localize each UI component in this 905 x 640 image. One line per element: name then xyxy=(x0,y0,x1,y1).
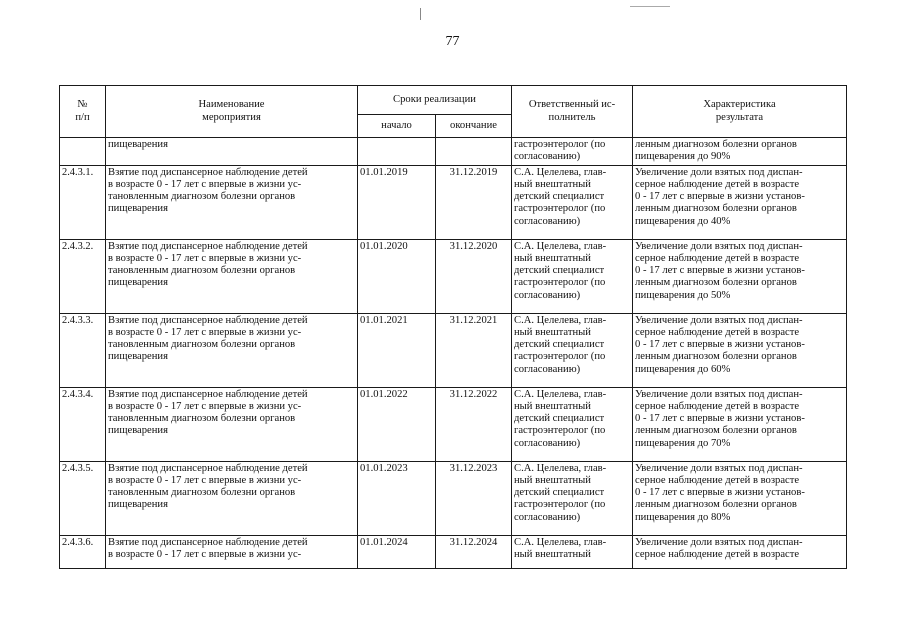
cell-name: Взятие под диспансерное наблюдение детей в возрасте 0 - 17 лет с впервые в жизни ус- тановленным диагнозом болезни органов пищеварения xyxy=(106,461,358,535)
cell-end: 31.12.2022 xyxy=(436,387,512,461)
cell-responsible: С.А. Целелева, глав- ный внештатный детский специалист гастроэнтеролог (по согласованию) xyxy=(512,461,633,535)
cell-responsible: С.А. Целелева, глав- ный внештатный детский специалист гастроэнтеролог (по согласованию) xyxy=(512,313,633,387)
table-row xyxy=(60,535,847,568)
cell-number xyxy=(60,138,106,166)
cell-start xyxy=(358,138,436,166)
cell-result: Увеличение доли взятых под диспан- серное наблюдение детей в возрасте 0 - 17 лет с впервые в жизни установ- ленным диагнозом болезни органов пищеварения до 70% xyxy=(633,387,847,461)
cell-number: 2.4.3.1. xyxy=(60,165,106,239)
cell-result: Увеличение доли взятых под диспан- серное наблюдение детей в возрасте 0 - 17 лет с впервые в жизни установ- ленным диагнозом болезни органов пищеварения до 80% xyxy=(633,461,847,535)
header-start: начало xyxy=(358,115,436,138)
cell-end: 31.12.2023 xyxy=(436,461,512,535)
cell-name: Взятие под диспансерное наблюдение детей в возрасте 0 - 17 лет с впервые в жизни ус- тановленным диагнозом болезни органов пищеварения xyxy=(106,239,358,313)
cell-result: Увеличение доли взятых под диспан- серное наблюдение детей в возрасте 0 - 17 лет с впервые в жизни установ- ленным диагнозом болезни органов пищеварения до 40% xyxy=(633,165,847,239)
activities-table xyxy=(59,85,847,569)
header-responsible: Ответственный ис- полнитель xyxy=(512,86,633,138)
table-row-continuation xyxy=(60,138,847,166)
cell-result: ленным диагнозом болезни органов пищеварения до 90% xyxy=(633,138,847,166)
header-end: окончание xyxy=(436,115,512,138)
cell-name: Взятие под диспансерное наблюдение детей в возрасте 0 - 17 лет с впервые в жизни ус- тановленным диагнозом болезни органов пищеварения xyxy=(106,387,358,461)
cell-end: 31.12.2024 xyxy=(436,535,512,568)
header-name: Наименование мероприятия xyxy=(106,86,358,138)
table-row xyxy=(60,239,847,313)
cell-responsible: С.А. Целелева, глав- ный внештатный xyxy=(512,535,633,568)
cell-end: 31.12.2020 xyxy=(436,239,512,313)
cell-start: 01.01.2021 xyxy=(358,313,436,387)
cell-responsible: С.А. Целелева, глав- ный внештатный детский специалист гастроэнтеролог (по согласованию) xyxy=(512,387,633,461)
table-row xyxy=(60,313,847,387)
table-row xyxy=(60,165,847,239)
cell-number: 2.4.3.3. xyxy=(60,313,106,387)
cell-result: Увеличение доли взятых под диспан- серное наблюдение детей в возрасте 0 - 17 лет с впервые в жизни установ- ленным диагнозом болезни органов пищеварения до 50% xyxy=(633,239,847,313)
cell-name: Взятие под диспансерное наблюдение детей в возрасте 0 - 17 лет с впервые в жизни ус- тановленным диагнозом болезни органов пищеварения xyxy=(106,313,358,387)
cell-name: Взятие под диспансерное наблюдение детей в возрасте 0 - 17 лет с впервые в жизни ус- тановленным диагнозом болезни органов пищеварения xyxy=(106,165,358,239)
header-number: № п/п xyxy=(60,86,106,138)
cell-responsible: гастроэнтеролог (по согласованию) xyxy=(512,138,633,166)
cell-end xyxy=(436,138,512,166)
cell-result: Увеличение доли взятых под диспан- серное наблюдение детей в возрасте xyxy=(633,535,847,568)
cell-number: 2.4.3.6. xyxy=(60,535,106,568)
table-row xyxy=(60,461,847,535)
cell-start: 01.01.2023 xyxy=(358,461,436,535)
cell-name: пищеварения xyxy=(106,138,358,166)
cell-responsible: С.А. Целелева, глав- ный внештатный детский специалист гастроэнтеролог (по согласованию) xyxy=(512,239,633,313)
cell-responsible: С.А. Целелева, глав- ный внештатный детский специалист гастроэнтеролог (по согласованию) xyxy=(512,165,633,239)
cell-start: 01.01.2019 xyxy=(358,165,436,239)
cell-start: 01.01.2022 xyxy=(358,387,436,461)
table-row xyxy=(60,387,847,461)
page-number: 77 xyxy=(445,34,460,49)
cell-number: 2.4.3.2. xyxy=(60,239,106,313)
cell-end: 31.12.2019 xyxy=(436,165,512,239)
cell-end: 31.12.2021 xyxy=(436,313,512,387)
cell-start: 01.01.2024 xyxy=(358,535,436,568)
cell-number: 2.4.3.4. xyxy=(60,387,106,461)
cell-name: Взятие под диспансерное наблюдение детей в возрасте 0 - 17 лет с впервые в жизни ус- xyxy=(106,535,358,568)
cell-number: 2.4.3.5. xyxy=(60,461,106,535)
header-result: Характеристика результата xyxy=(633,86,847,138)
scan-mark xyxy=(630,6,670,7)
scan-mark xyxy=(420,8,421,20)
header-period: Сроки реализации xyxy=(358,86,512,115)
cell-result: Увеличение доли взятых под диспан- серное наблюдение детей в возрасте 0 - 17 лет с впервые в жизни установ- ленным диагнозом болезни органов пищеварения до 60% xyxy=(633,313,847,387)
cell-start: 01.01.2020 xyxy=(358,239,436,313)
